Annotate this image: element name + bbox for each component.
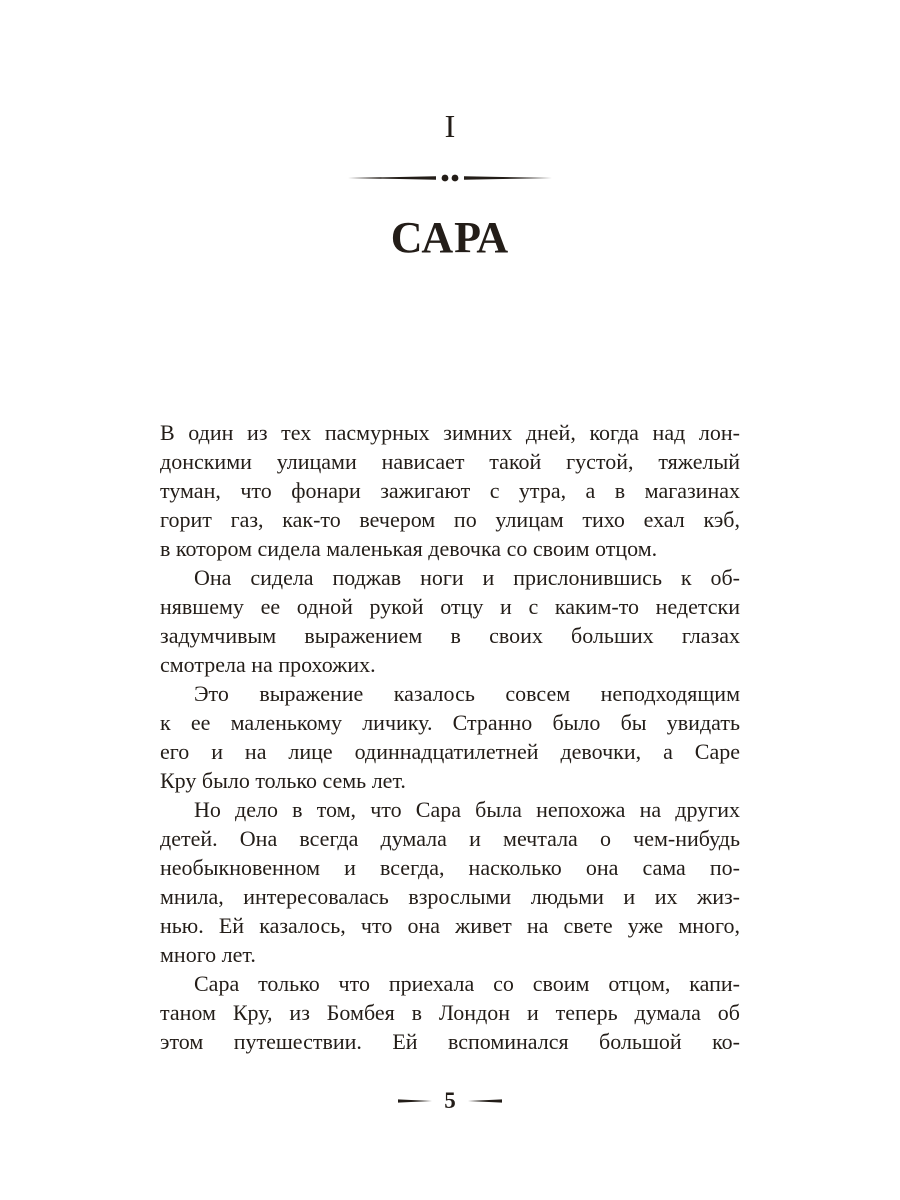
text-line: задумчивым выражением в своих больших глазах — [160, 623, 740, 648]
text-line: к ее маленькому личику. Странно было бы увидать — [160, 710, 740, 735]
chapter-divider-ornament — [0, 172, 900, 184]
paragraph — [160, 795, 740, 969]
footer-right-dash-icon — [468, 1097, 502, 1105]
paragraph — [160, 418, 740, 563]
body-text — [160, 418, 740, 1056]
text-line: много лет. — [160, 942, 256, 967]
text-line: В один из тех пасмурных зимних дней, когда над лон- — [160, 420, 740, 445]
paragraph — [160, 563, 740, 679]
text-line: Сара только что приехала со своим отцом, капи- — [194, 971, 740, 996]
text-line: нявшему ее одной рукой отцу и с каким-то недетски — [160, 594, 740, 619]
text-line: нью. Ей казалось, что она живет на свете уже много, — [160, 913, 740, 938]
text-line: Это выражение казалось совсем неподходящим — [194, 681, 740, 706]
text-line: этом путешествии. Ей вспоминался большой ко- — [160, 1029, 740, 1054]
chapter-number: I — [444, 108, 456, 144]
text-line: донскими улицами нависает такой густой, тяжелый — [160, 449, 740, 474]
page-footer — [0, 1088, 900, 1114]
text-line: мнила, интересовалась взрослыми людьми и их жиз- — [160, 884, 740, 909]
text-line: Она сидела поджав ноги и прислонившись к об- — [194, 565, 740, 590]
text-line: Но дело в том, что Сара была непохожа на других — [194, 797, 740, 822]
text-line: горит газ, как-то вечером по улицам тихо ехал кэб, — [160, 507, 740, 532]
divider-rule-icon — [348, 172, 552, 184]
page-number: 5 — [444, 1088, 456, 1113]
text-line: необыкновенном и всегда, насколько она сама по- — [160, 855, 740, 880]
text-line: Кру было только семь лет. — [160, 768, 406, 793]
paragraph — [160, 969, 740, 1056]
text-line: в котором сидела маленькая девочка со своим отцом. — [160, 536, 658, 561]
text-line: смотрела на прохожих. — [160, 652, 376, 677]
footer-left-dash-icon — [398, 1097, 432, 1105]
text-line: его и на лице одиннадцатилетней девочки, а Саре — [160, 739, 740, 764]
text-line: детей. Она всегда думала и мечтала о чем-нибудь — [160, 826, 740, 851]
text-line: туман, что фонари зажигают с утра, а в магазинах — [160, 478, 740, 503]
text-line: таном Кру, из Бомбея в Лондон и теперь думала об — [160, 1000, 740, 1025]
chapter-title: САРА — [390, 213, 510, 262]
paragraph — [160, 679, 740, 795]
